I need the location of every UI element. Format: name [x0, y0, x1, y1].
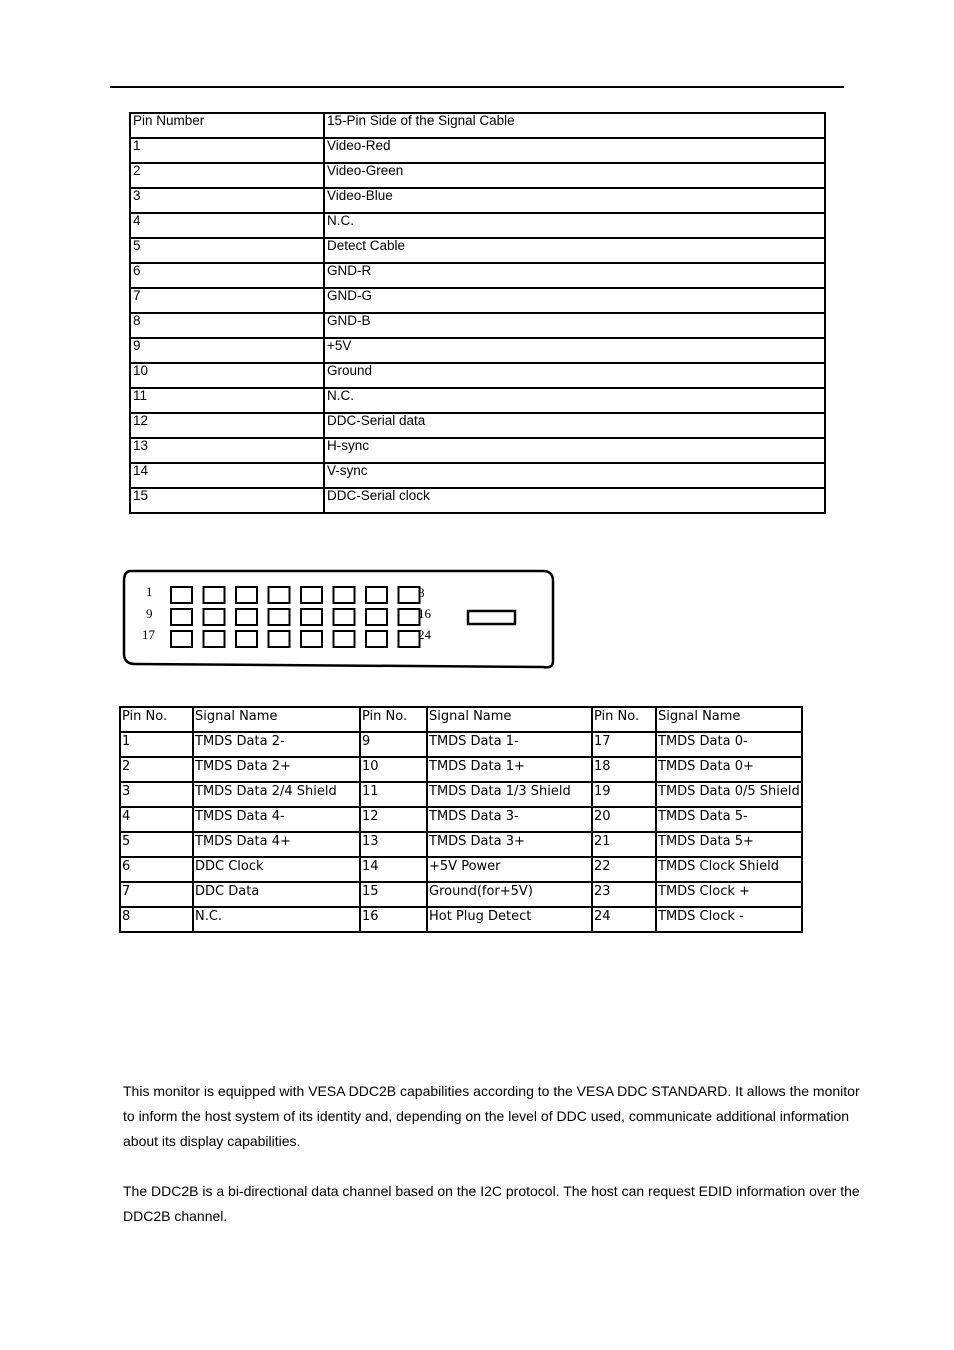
- signal-name-cell: Hot Plug Detect: [427, 907, 592, 932]
- pin-contact: [366, 631, 387, 647]
- table-row: [120, 857, 802, 882]
- pin-number-cell: 2: [130, 163, 324, 188]
- table-row: [120, 732, 802, 757]
- column-header-signal-name: Signal Name: [427, 707, 592, 732]
- pin-contact: [171, 609, 192, 625]
- pin-number-cell: 18: [592, 757, 656, 782]
- table-row: [130, 438, 825, 463]
- column-header-pin-no: Pin No.: [592, 707, 656, 732]
- signal-name-cell: TMDS Data 0+: [656, 757, 802, 782]
- pin-number-cell: 1: [120, 732, 193, 757]
- table-row: [130, 163, 825, 188]
- signal-name-cell: TMDS Data 5+: [656, 832, 802, 857]
- pin-number-cell: 7: [120, 882, 193, 907]
- column-header-pin-no: Pin No.: [120, 707, 193, 732]
- pin-contact: [236, 587, 257, 603]
- signal-name-cell: DDC Data: [193, 882, 360, 907]
- pin-number-cell: 5: [120, 832, 193, 857]
- table-row: [130, 363, 825, 388]
- pin-number-cell: 24: [592, 907, 656, 932]
- table-row: [120, 807, 802, 832]
- table-row: [130, 338, 825, 363]
- pin-number-cell: 22: [592, 857, 656, 882]
- signal-name-cell: TMDS Data 3+: [427, 832, 592, 857]
- pin-number-cell: 4: [130, 213, 324, 238]
- pin-number-cell: 14: [130, 463, 324, 488]
- signal-cell: DDC-Serial clock: [324, 488, 825, 513]
- signal-name-cell: TMDS Data 5-: [656, 807, 802, 832]
- signal-cell: +5V: [324, 338, 825, 363]
- pin-number-cell: 5: [130, 238, 324, 263]
- row-label-16: 16: [418, 606, 431, 621]
- pin-contact: [301, 587, 322, 603]
- row-label-9: 9: [146, 606, 153, 621]
- signal-cell: V-sync: [324, 463, 825, 488]
- signal-cell: Video-Blue: [324, 188, 825, 213]
- signal-name-cell: TMDS Data 2/4 Shield: [193, 782, 360, 807]
- pin-contact: [171, 631, 192, 647]
- pin-number-cell: 3: [130, 188, 324, 213]
- table-row: [120, 832, 802, 857]
- signal-cell: GND-R: [324, 263, 825, 288]
- signal-name-cell: TMDS Data 1/3 Shield: [427, 782, 592, 807]
- signal-cell: DDC-Serial data: [324, 413, 825, 438]
- column-header-pin-no: Pin No.: [360, 707, 427, 732]
- signal-name-cell: TMDS Data 1-: [427, 732, 592, 757]
- pin-number-cell: 15: [360, 882, 427, 907]
- pin-number-cell: 13: [360, 832, 427, 857]
- pin-contact: [366, 587, 387, 603]
- pin-contact: [366, 609, 387, 625]
- signal-name-cell: TMDS Clock -: [656, 907, 802, 932]
- dvi-pin-table: [119, 706, 803, 933]
- pin-number-cell: 14: [360, 857, 427, 882]
- signal-name-cell: TMDS Clock Shield: [656, 857, 802, 882]
- pin-number-cell: 9: [130, 338, 324, 363]
- table-row: [130, 388, 825, 413]
- signal-cell: GND-G: [324, 288, 825, 313]
- signal-name-cell: +5V Power: [427, 857, 592, 882]
- signal-name-cell: TMDS Data 3-: [427, 807, 592, 832]
- table-row: [120, 882, 802, 907]
- vga-pin-table: [129, 112, 826, 514]
- column-header-signal-name: Signal Name: [656, 707, 802, 732]
- pin-contact: [236, 631, 257, 647]
- dvi-connector-diagram: [121, 569, 557, 671]
- pin-number-cell: 23: [592, 882, 656, 907]
- pin-number-cell: 7: [130, 288, 324, 313]
- pin-contact: [269, 587, 290, 603]
- table-row: [130, 213, 825, 238]
- pin-number-cell: 17: [592, 732, 656, 757]
- row-label-17: 17: [142, 627, 155, 642]
- signal-cell: GND-B: [324, 313, 825, 338]
- signal-name-cell: TMDS Data 4+: [193, 832, 360, 857]
- ddc-intro-paragraph: This monitor is equipped with VESA DDC2B capabilities according to the VESA DDC STANDARD. It allows the monitor to inform the host system of its identity and, depending on the level of DDC used, communicate additional information about its display capabilities.: [123, 1083, 860, 1149]
- pin-number-cell: 4: [120, 807, 193, 832]
- ddc2b-paragraph: The DDC2B is a bi-directional data channel based on the I2C protocol. The host can request EDID information over the DDC2B channel.: [123, 1183, 860, 1224]
- signal-name-cell: DDC Clock: [193, 857, 360, 882]
- pin-contact: [301, 631, 322, 647]
- table-row: [130, 188, 825, 213]
- signal-cell: N.C.: [324, 213, 825, 238]
- pin-number-cell: 13: [130, 438, 324, 463]
- pin-number-cell: 10: [130, 363, 324, 388]
- pin-number-cell: 20: [592, 807, 656, 832]
- pin-number-cell: 1: [130, 138, 324, 163]
- pin-contact: [269, 631, 290, 647]
- column-header-pin-number: Pin Number: [130, 113, 324, 138]
- pin-contact: [204, 587, 225, 603]
- pin-contact: [301, 609, 322, 625]
- row-label-8: 8: [418, 585, 425, 600]
- table-row: [130, 138, 825, 163]
- pin-contact: [171, 587, 192, 603]
- pin-contact: [204, 609, 225, 625]
- pin-number-cell: 21: [592, 832, 656, 857]
- pin-contact: [269, 609, 290, 625]
- pin-contact: [399, 587, 420, 603]
- table-row: [130, 288, 825, 313]
- column-header-signal: 15-Pin Side of the Signal Cable: [324, 113, 825, 138]
- pin-number-cell: 11: [130, 388, 324, 413]
- signal-name-cell: Ground(for+5V): [427, 882, 592, 907]
- connector-outline: [124, 571, 553, 667]
- pin-number-cell: 6: [130, 263, 324, 288]
- pin-number-cell: 12: [130, 413, 324, 438]
- table-row: [130, 313, 825, 338]
- signal-cell: N.C.: [324, 388, 825, 413]
- signal-name-cell: TMDS Data 1+: [427, 757, 592, 782]
- pin-number-cell: 8: [120, 907, 193, 932]
- table-row: [130, 488, 825, 513]
- signal-cell: Video-Green: [324, 163, 825, 188]
- pin-number-cell: 3: [120, 782, 193, 807]
- table-row: [120, 757, 802, 782]
- row-label-24: 24: [418, 627, 431, 642]
- table-row: [120, 782, 802, 807]
- pin-contact: [334, 587, 355, 603]
- pin-number-cell: 9: [360, 732, 427, 757]
- pin-number-cell: 16: [360, 907, 427, 932]
- signal-cell: Ground: [324, 363, 825, 388]
- header-rule: [110, 86, 844, 88]
- ground-blade: [468, 611, 515, 624]
- pin-number-cell: 10: [360, 757, 427, 782]
- signal-name-cell: TMDS Clock +: [656, 882, 802, 907]
- table-row: [130, 463, 825, 488]
- pin-contact: [334, 609, 355, 625]
- table-row: [130, 413, 825, 438]
- column-header-signal-name: Signal Name: [193, 707, 360, 732]
- pin-contact: [204, 631, 225, 647]
- pin-number-cell: 11: [360, 782, 427, 807]
- pin-contact: [399, 609, 420, 625]
- signal-cell: H-sync: [324, 438, 825, 463]
- pin-contact: [399, 631, 420, 647]
- table-row: [130, 263, 825, 288]
- signal-name-cell: TMDS Data 2-: [193, 732, 360, 757]
- pin-number-cell: 8: [130, 313, 324, 338]
- pin-number-cell: 2: [120, 757, 193, 782]
- pin-number-cell: 19: [592, 782, 656, 807]
- signal-cell: Detect Cable: [324, 238, 825, 263]
- pin-contact: [334, 631, 355, 647]
- signal-name-cell: TMDS Data 2+: [193, 757, 360, 782]
- pin-number-cell: 12: [360, 807, 427, 832]
- signal-name-cell: TMDS Data 0/5 Shield: [656, 782, 802, 807]
- pin-number-cell: 15: [130, 488, 324, 513]
- signal-name-cell: TMDS Data 4-: [193, 807, 360, 832]
- row-label-1: 1: [146, 584, 153, 599]
- signal-name-cell: TMDS Data 0-: [656, 732, 802, 757]
- signal-name-cell: N.C.: [193, 907, 360, 932]
- table-header-row: [130, 113, 825, 138]
- pin-contact: [236, 609, 257, 625]
- pin-number-cell: 6: [120, 857, 193, 882]
- table-header-row: [120, 707, 802, 732]
- table-row: [120, 907, 802, 932]
- pin-grid: [171, 587, 420, 647]
- table-row: [130, 238, 825, 263]
- signal-cell: Video-Red: [324, 138, 825, 163]
